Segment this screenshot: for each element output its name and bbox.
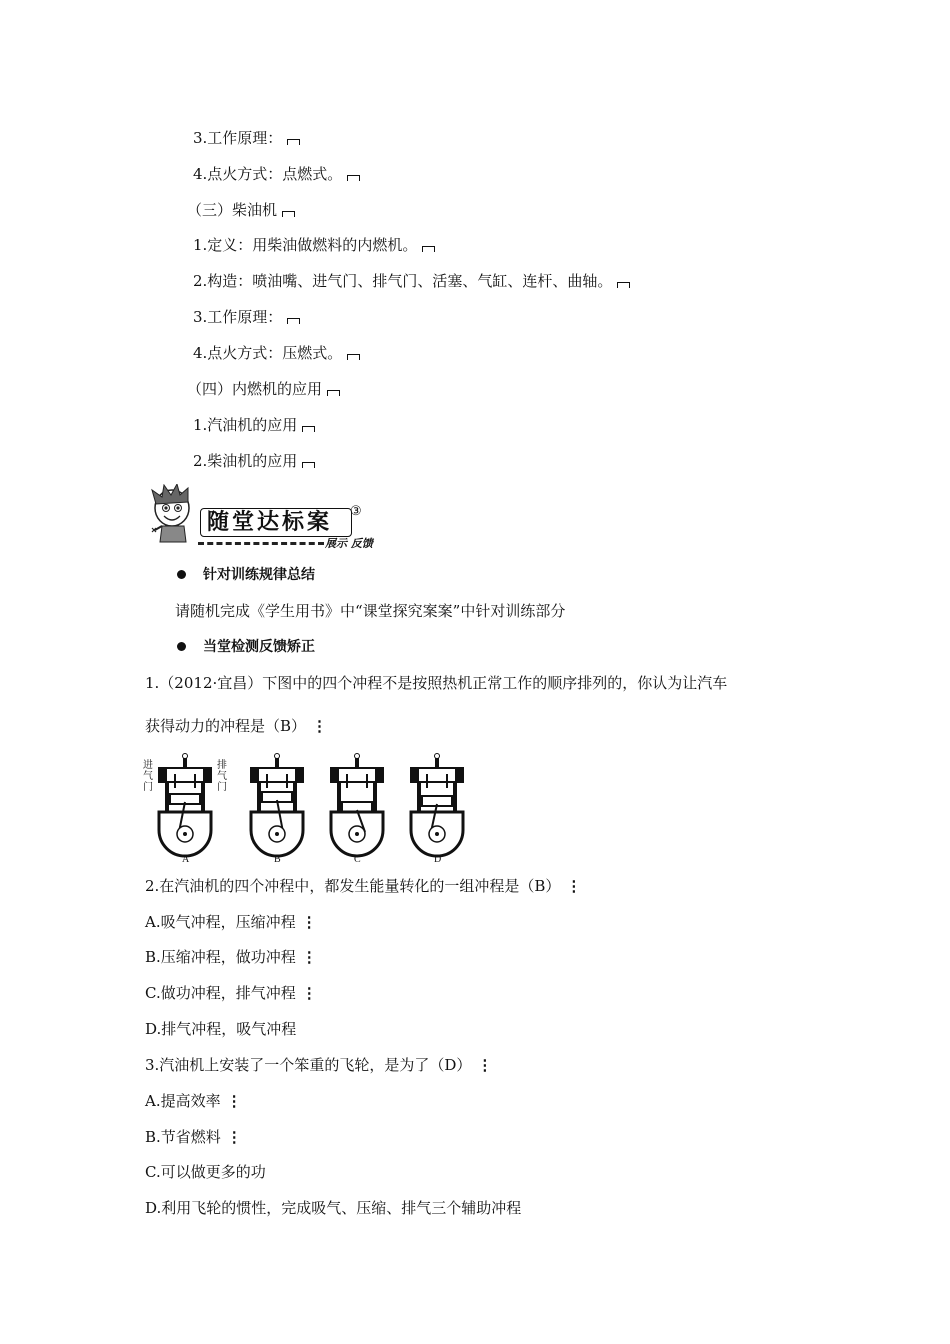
applications-item-2: 2.柴油机的应用 [193, 451, 315, 471]
q2-option-c: C.做功冲程，排气冲程 ⋮ [145, 984, 317, 1002]
bullet-icon [177, 570, 186, 579]
banner-divider [198, 542, 324, 545]
paragraph-mark-icon [287, 318, 300, 324]
intake-valve-label: 进气门 [143, 760, 153, 793]
paragraph-mark-icon [422, 246, 435, 252]
check-heading: 当堂检测反馈矫正 [203, 639, 315, 655]
exhaust-valve-label: 排气门 [217, 760, 227, 793]
training-heading: 针对训练规律总结 [203, 567, 315, 583]
banner-title: 随堂达标案 [207, 510, 333, 535]
colon-mark-icon: ⋮ [566, 877, 582, 895]
engine-d [411, 754, 463, 857]
paragraph-mark-icon [327, 390, 340, 396]
engine-a [159, 754, 211, 857]
diesel-heading: （三）柴油机 [187, 200, 295, 220]
colon-mark-icon: ⋮ [477, 1056, 493, 1074]
colon-mark-icon: ⋮ [301, 984, 317, 1002]
paragraph-mark-icon [302, 462, 315, 468]
diesel-item-4: 4.点火方式：压燃式。 [193, 343, 360, 363]
paragraph-mark-icon [617, 282, 630, 288]
paragraph-mark-icon [287, 139, 300, 145]
colon-mark-icon: ⋮ [301, 913, 317, 931]
colon-mark-icon: ⋮ [312, 717, 328, 735]
q3-option-b: B.节省燃料 ⋮ [145, 1128, 242, 1146]
banner-subtitle: 展示 反馈 [325, 537, 373, 550]
section-banner [150, 484, 390, 554]
q3-option-c: C.可以做更多的功 [145, 1163, 266, 1181]
engine-b [251, 754, 303, 857]
engine-label-a: A [182, 854, 190, 865]
colon-mark-icon: ⋮ [301, 948, 317, 966]
q2-option-a: A.吸气冲程，压缩冲程 ⋮ [145, 913, 317, 931]
paragraph-mark-icon [347, 354, 360, 360]
engine-strokes-figure [143, 750, 483, 868]
engine-label-d: D [434, 854, 442, 865]
banner-number: ③ [350, 504, 362, 519]
diesel-item-1: 1.定义：用柴油做燃料的内燃机。 [193, 235, 435, 255]
gasoline-item-3: 3.工作原理： [193, 128, 300, 148]
paragraph-mark-icon [302, 426, 315, 432]
training-text: 请随机完成《学生用书》中“课堂探究案案”中针对训练部分 [175, 602, 566, 620]
colon-mark-icon: ⋮ [226, 1092, 242, 1110]
gasoline-item-4: 4.点火方式：点燃式。 [193, 164, 360, 184]
q2-option-b: B.压缩冲程，做功冲程 ⋮ [145, 948, 317, 966]
q3-option-a: A.提高效率 ⋮ [145, 1092, 242, 1110]
q2-option-d: D.排气冲程，吸气冲程 [145, 1020, 297, 1038]
q3-option-d: D.利用飞轮的惯性，完成吸气、压缩、排气三个辅助冲程 [145, 1199, 522, 1217]
q1-stem-line2: 获得动力的冲程是（B） ⋮ [145, 717, 328, 735]
applications-heading: （四）内燃机的应用 [187, 379, 340, 399]
applications-item-1: 1.汽油机的应用 [193, 415, 315, 435]
engine-label-b: B [274, 854, 281, 865]
diesel-item-3: 3.工作原理： [193, 307, 300, 327]
diesel-item-2: 2.构造：喷油嘴、进气门、排气门、活塞、气缸、连杆、曲轴。 [193, 271, 630, 291]
banner-title-box [200, 508, 352, 537]
bullet-icon [177, 642, 186, 651]
q1-stem-line1: 1.（2012·宜昌）下图中的四个冲程不是按照热机正常工作的顺序排列的，你认为让汽车 [145, 674, 728, 692]
q3-stem: 3.汽油机上安装了一个笨重的飞轮，是为了（D） ⋮ [145, 1056, 493, 1074]
engine-label-c: C [354, 854, 361, 865]
engine-c [331, 754, 383, 856]
engine-diagram [143, 750, 483, 868]
colon-mark-icon: ⋮ [226, 1128, 242, 1146]
paragraph-mark-icon [282, 211, 295, 217]
paragraph-mark-icon [347, 175, 360, 181]
q2-stem: 2.在汽油机的四个冲程中，都发生能量转化的一组冲程是（B） ⋮ [145, 877, 582, 895]
